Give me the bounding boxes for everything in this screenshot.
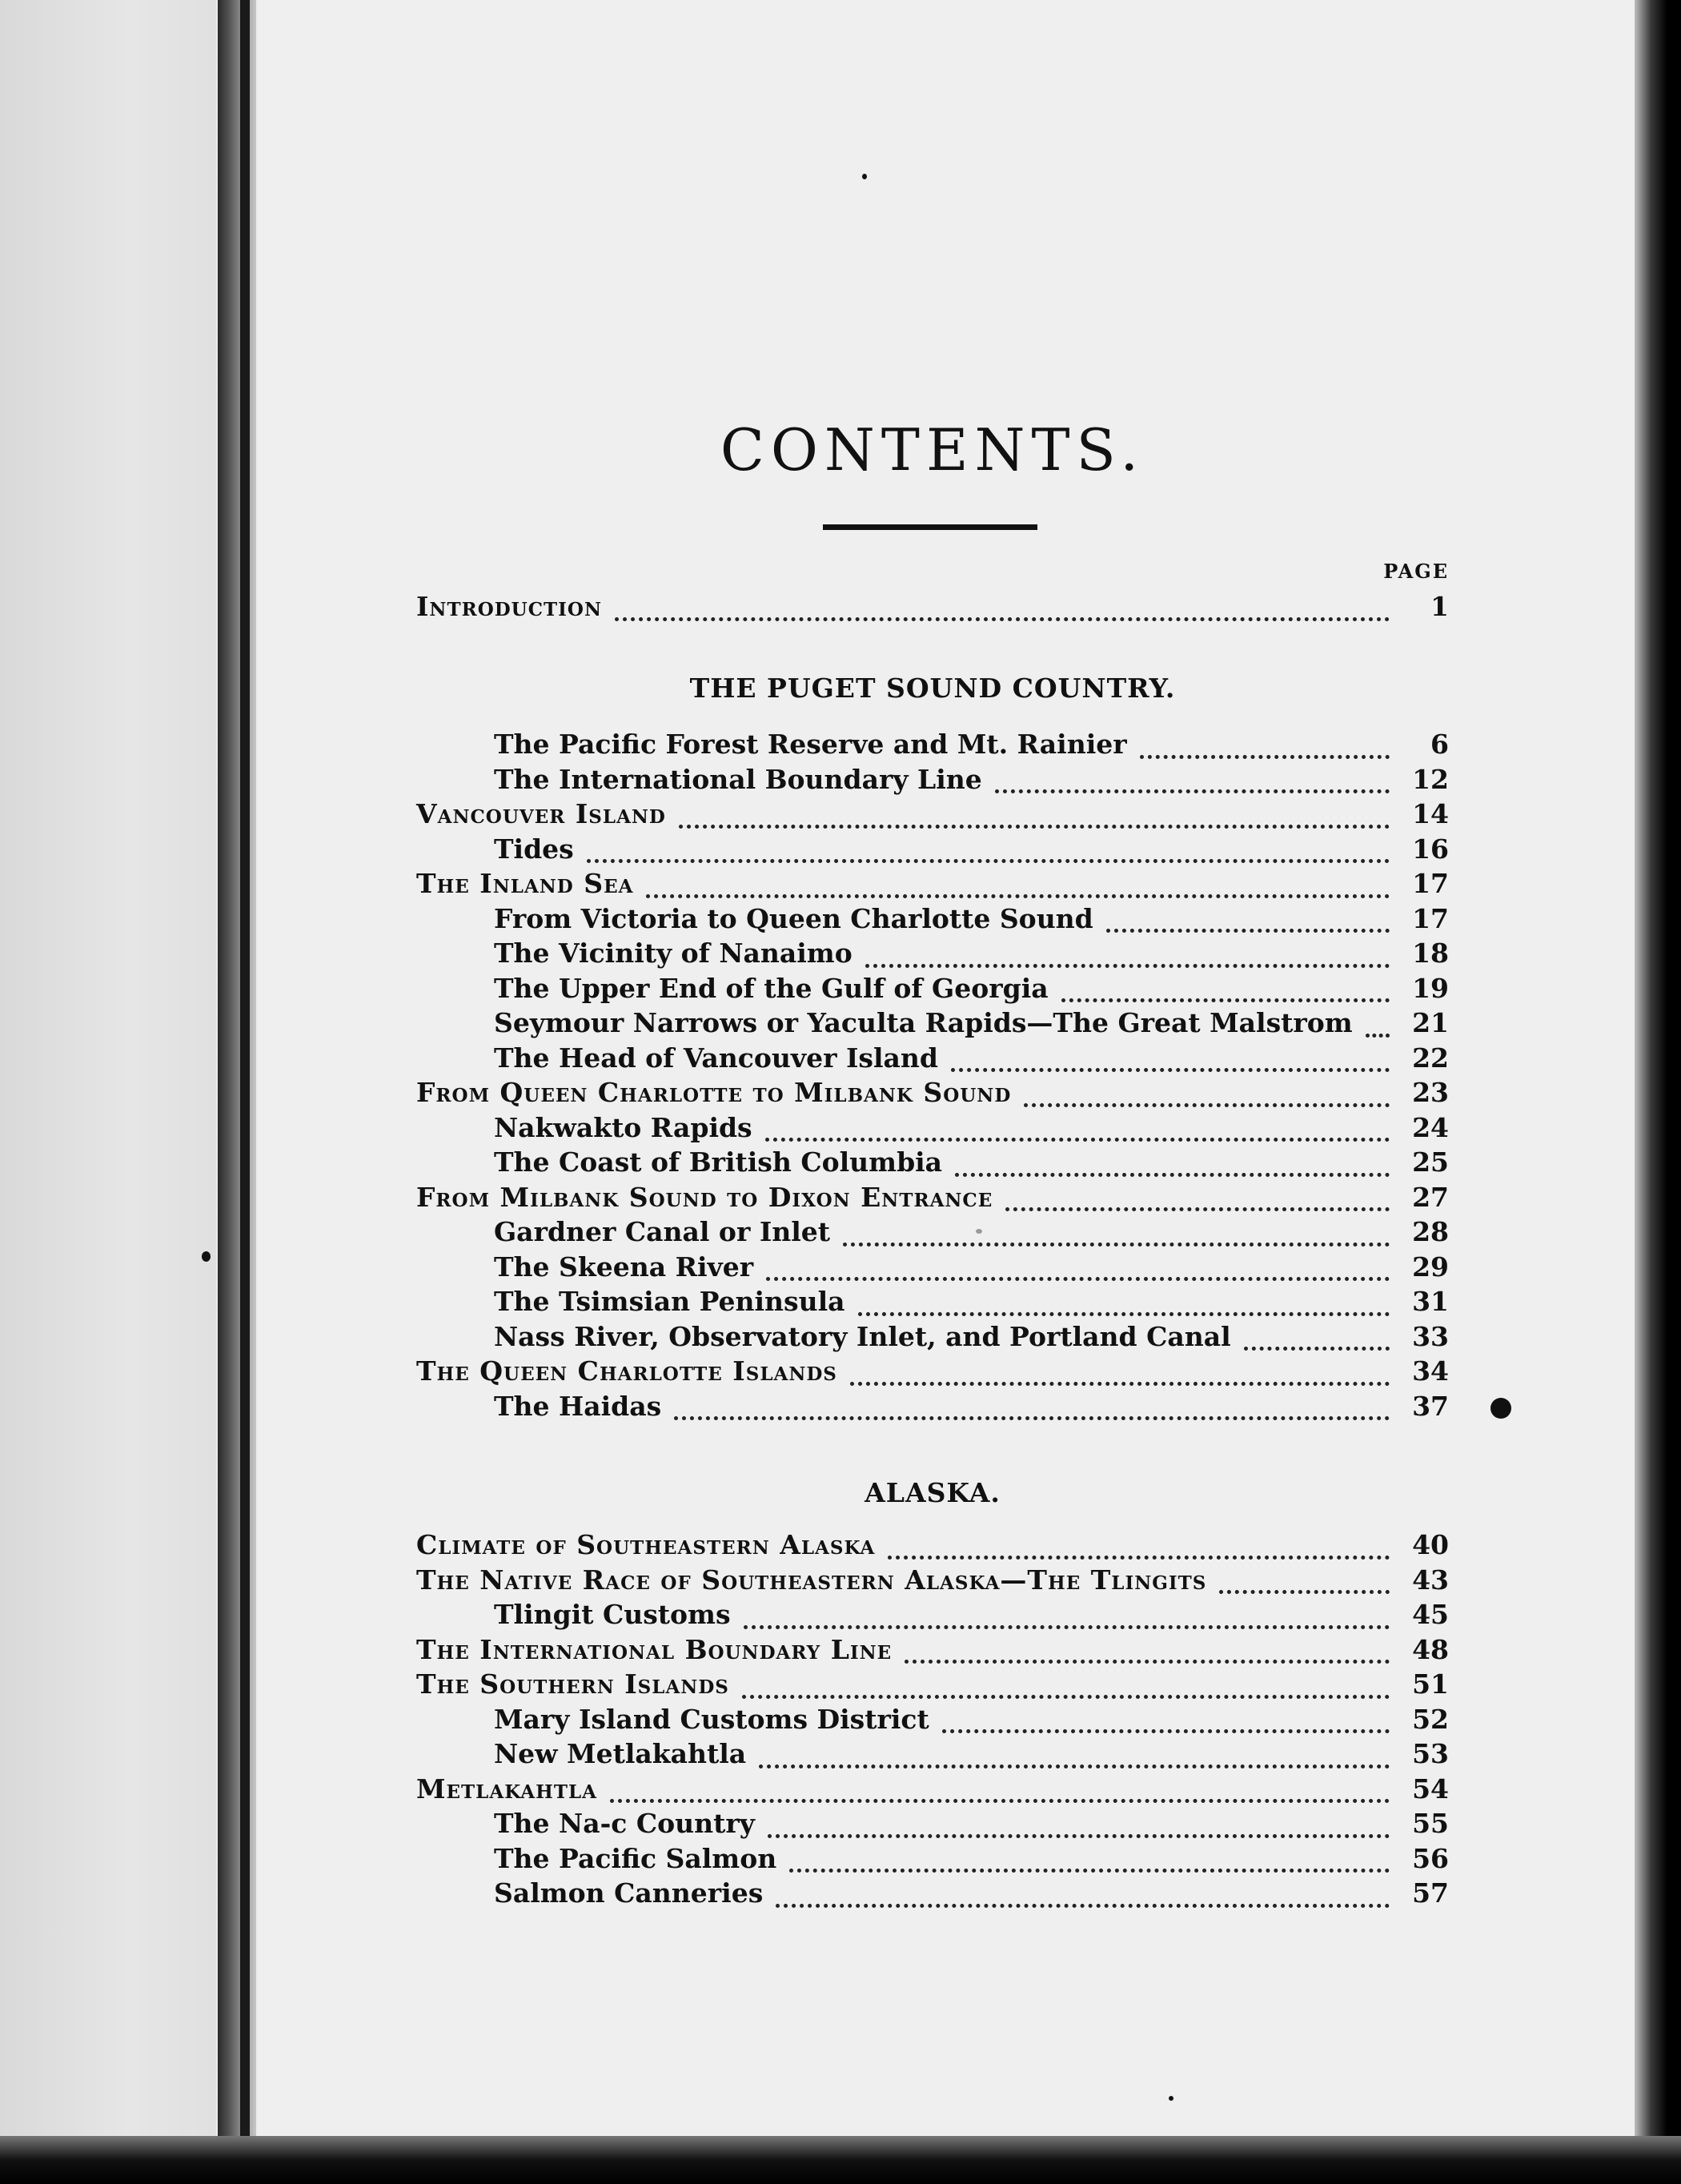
toc-subentry [494,832,1449,867]
toc-entry-label: Mary Island Customs District [494,1703,929,1735]
ink-speck [1169,2096,1173,2101]
toc-entry [416,1075,1449,1110]
toc-entry-label: Climate of Southeastern Alaska [416,1529,876,1560]
toc-subentry [494,1214,1449,1250]
toc-entry-label: Tlingit Customs [494,1599,731,1630]
toc-entry-label: Gardner Canal or Inlet [494,1216,831,1247]
toc-entry-label: Nass River, Observatory Inlet, and Portland Canal [494,1320,1231,1352]
toc-entry-label: The International Boundary Line [416,1633,893,1665]
toc-subentry [494,1284,1449,1319]
ink-speck [202,1251,211,1262]
toc-page-number: 45 [1412,1599,1449,1630]
toc-page-number: 27 [1412,1181,1449,1213]
dot-leader [1219,1579,1390,1594]
dot-leader [776,1893,1390,1908]
toc-subentry [494,1319,1449,1355]
toc-page-number: 40 [1412,1529,1449,1560]
dot-leader [951,1057,1390,1072]
toc-subentry [494,1702,1449,1737]
toc-entry [416,1528,1449,1563]
toc-page-number: 34 [1412,1355,1449,1387]
toc-page-number: 18 [1412,937,1449,969]
toc-entry-label: Tides [494,833,574,865]
toc-entry-label: From Victoria to Queen Charlotte Sound [494,902,1093,934]
dot-leader [1106,917,1390,933]
toc-entry-label: The Queen Charlotte Islands [416,1355,837,1387]
dot-leader [1005,1196,1390,1211]
toc-entry-label: Metlakahtla [416,1772,597,1805]
dot-leader [1244,1335,1390,1351]
toc-entry-label: Salmon Canneries [494,1877,764,1909]
dot-leader [765,1126,1390,1142]
book-spine-line [240,0,250,2184]
toc-page-number: 25 [1412,1146,1449,1178]
toc-entry-label: The Pacific Forest Reserve and Mt. Rainier [494,729,1127,760]
dot-leader [1024,1092,1390,1107]
toc-entry-label: The Haidas [494,1390,662,1422]
toc-entry-label: The Skeena River [494,1251,754,1283]
toc-entry [416,1772,1449,1807]
toc-entry-label: The Vicinity of Nanaimo [494,937,853,969]
dot-leader [888,1544,1390,1560]
dot-leader [646,883,1390,898]
dot-leader [679,813,1390,829]
dot-leader [587,848,1390,863]
toc-page-number: 56 [1412,1842,1449,1874]
dot-leader [674,1405,1390,1420]
dot-leader [766,1266,1390,1281]
toc-page-number: 55 [1412,1808,1449,1839]
page-edge-right [1635,0,1681,2184]
ink-speck [862,174,867,179]
dot-leader [1061,987,1390,1002]
toc-page-number: 19 [1412,972,1449,1004]
toc-page-number: 17 [1412,868,1449,899]
toc-entry [416,1667,1449,1702]
toc-page-number: 31 [1412,1286,1449,1317]
toc-entry-label: The Head of Vancouver Island [494,1042,938,1074]
dot-leader [955,1162,1390,1177]
toc-page-number: 6 [1430,729,1449,760]
toc-subentry [494,901,1449,937]
dot-leader [942,1718,1390,1733]
ink-speck [1490,1398,1511,1419]
toc-entry-label: The Native Race of Southeastern Alaska—The Tlingits [416,1564,1207,1596]
dot-leader [1366,1022,1390,1038]
toc-entry-label: The International Boundary Line [494,763,982,795]
toc-page-number: 29 [1412,1251,1449,1283]
toc-entry-label: The Tsimsian Peninsula [494,1286,845,1317]
toc-page-number: 17 [1412,902,1449,934]
toc-page-number: 51 [1412,1668,1449,1700]
toc-entry-label: The Pacific Salmon [494,1842,777,1874]
section-heading: ALASKA. [865,1477,1001,1508]
toc-entry-label: New Metlakahtla [494,1738,747,1769]
toc-subentry [494,1110,1449,1146]
toc-page-number: 43 [1412,1564,1449,1596]
dot-leader [610,1788,1390,1803]
toc-page-number: 24 [1412,1111,1449,1143]
toc-subentry [494,727,1449,762]
toc-subentry [494,1145,1449,1180]
toc-subentry [494,762,1449,797]
toc-page-number: 22 [1412,1042,1449,1074]
toc-subentry [494,1597,1449,1632]
dot-leader [615,606,1390,621]
toc-subentry [494,936,1449,971]
toc-entry [416,1563,1449,1598]
dot-leader [759,1753,1390,1768]
toc-subentry [494,1841,1449,1877]
page-column-label: PAGE [1383,560,1449,583]
toc-page-number: 14 [1412,798,1449,829]
toc-subentry [494,1806,1449,1841]
toc-subentry [494,971,1449,1006]
toc-page-number: 21 [1412,1007,1449,1038]
dot-leader [744,1614,1390,1629]
page-edge-bottom [0,2136,1681,2184]
toc-entry-label: The Inland Sea [416,868,634,899]
title-rule [823,524,1037,530]
toc-subentry [494,1389,1449,1424]
toc-entry [416,797,1449,832]
toc-page-number: 53 [1412,1738,1449,1769]
dot-leader [789,1857,1390,1873]
dot-leader [995,778,1390,793]
book-gutter-shadow [218,0,256,2184]
dot-leader [1140,744,1390,759]
toc-entry-label: Nakwakto Rapids [494,1111,752,1143]
toc-page-number: 28 [1412,1216,1449,1247]
toc-subentry [494,1250,1449,1285]
toc-entry-introduction [416,589,1449,624]
toc-entry-label: Introduction [416,591,602,622]
toc-entry-label: Seymour Narrows or Yaculta Rapids—The Great Malstrom [494,1007,1353,1038]
toc-entry [416,866,1449,901]
toc-page-number: 54 [1412,1772,1449,1805]
toc-entry-label: Vancouver Island [416,798,666,829]
dot-leader [865,953,1390,968]
toc-page-number: 33 [1412,1320,1449,1352]
toc-entry [416,1180,1449,1215]
toc-page-number: 23 [1412,1077,1449,1108]
toc-page-number: 57 [1412,1877,1449,1909]
dot-leader [850,1371,1390,1386]
toc-subentry [494,1876,1449,1911]
toc-entry-label: The Coast of British Columbia [494,1146,943,1178]
toc-entry-label: The Na-c Country [494,1808,755,1839]
dot-leader [905,1648,1390,1664]
toc-page-number: 16 [1412,833,1449,865]
toc-entry-label: From Milbank Sound to Dixon Entrance [416,1181,993,1213]
facing-page-left [0,0,216,2184]
dot-leader [768,1823,1390,1838]
toc-page-number: 52 [1412,1703,1449,1735]
toc-subentry [494,1006,1449,1041]
dot-leader [858,1301,1390,1316]
toc-page-number: 37 [1412,1390,1449,1422]
dot-leader [843,1231,1390,1247]
toc-entry-label: From Queen Charlotte to Milbank Sound [416,1077,1012,1108]
toc-page-number: 1 [1430,591,1449,622]
toc-subentry [494,1736,1449,1772]
toc-subentry [494,1041,1449,1076]
toc-entry-label: The Upper End of the Gulf of Georgia [494,972,1049,1004]
toc-page-number: 12 [1412,763,1449,795]
toc-entry [416,1354,1449,1389]
toc-entry [416,1632,1449,1668]
dot-leader [742,1684,1390,1699]
page-title: CONTENTS. [720,416,1145,484]
toc-page-number: 48 [1412,1633,1449,1665]
toc-entry-label: The Southern Islands [416,1668,729,1700]
section-heading: THE PUGET SOUND COUNTRY. [689,672,1176,704]
